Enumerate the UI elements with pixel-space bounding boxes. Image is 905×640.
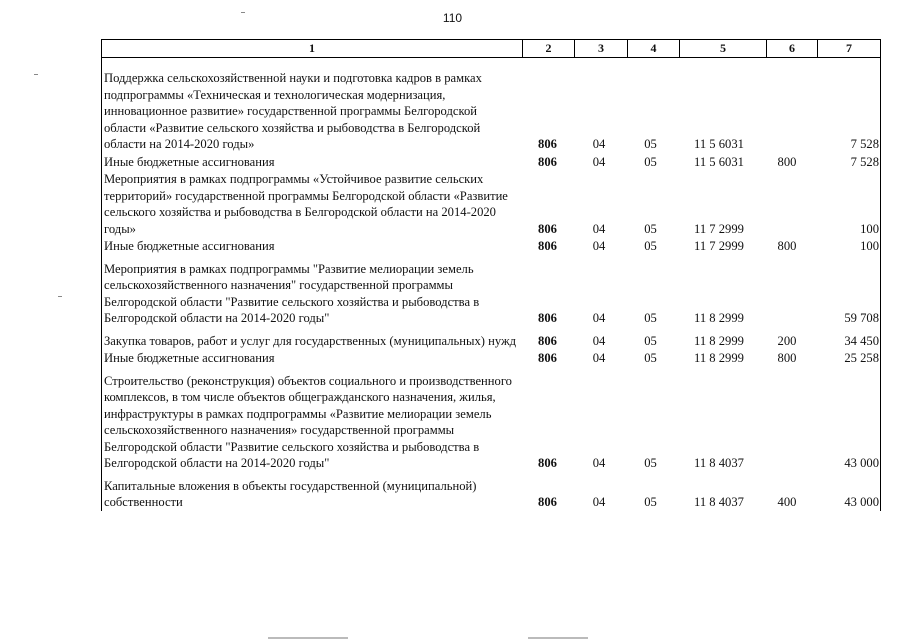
row-sum: 100 bbox=[860, 239, 879, 253]
table-row bbox=[102, 478, 880, 511]
row-pr: 05 bbox=[644, 456, 657, 470]
scan-edge-mark bbox=[528, 637, 588, 639]
row-pr: 05 bbox=[644, 239, 657, 253]
table-row bbox=[102, 70, 880, 153]
row-rz: 04 bbox=[592, 495, 606, 509]
row-pr: 05 bbox=[644, 154, 657, 169]
row-sum: 43 000 bbox=[844, 495, 879, 509]
row-vr: 800 bbox=[777, 239, 797, 253]
row-sum: 43 000 bbox=[844, 456, 879, 470]
table-row bbox=[102, 261, 880, 327]
row-name: Иные бюджетные ассигнования bbox=[104, 239, 275, 253]
row-pr: 05 bbox=[644, 311, 657, 325]
scan-speck bbox=[241, 12, 245, 13]
row-rz: 04 bbox=[592, 154, 606, 169]
row-sum: 25 258 bbox=[844, 351, 879, 365]
row-pr: 05 bbox=[644, 137, 657, 151]
row-csr: 11 8 2999 bbox=[694, 311, 744, 325]
row-pr: 05 bbox=[644, 495, 657, 509]
row-csr: 11 7 2999 bbox=[694, 221, 744, 236]
scan-edge-mark bbox=[268, 637, 348, 639]
table-row bbox=[102, 171, 880, 237]
table-row bbox=[102, 333, 880, 350]
row-pr: 05 bbox=[644, 221, 657, 236]
header-col-2: 2 bbox=[523, 40, 575, 57]
row-gr: 806 bbox=[538, 239, 557, 253]
row-rz: 04 bbox=[592, 239, 606, 253]
row-vr: 200 bbox=[777, 333, 797, 348]
row-name: Мероприятия в рамках подпрограммы "Развитие мелиорации земель сельскохозяйственного назначения" государственной программы Белгородской области "Развитие сельского хозяйства и рыбоводства в Белгородской области на 2014-2020 годы" bbox=[104, 261, 480, 325]
header-col-4: 4 bbox=[628, 40, 680, 57]
row-gr: 806 bbox=[538, 311, 557, 325]
row-name: Иные бюджетные ассигнования bbox=[104, 351, 275, 365]
row-name: Иные бюджетные ассигнования bbox=[104, 154, 275, 169]
row-gr: 806 bbox=[538, 351, 557, 365]
row-name: Поддержка сельскохозяйственной науки и подготовка кадров в рамках подпрограммы «Техническая и технологическая модернизация, инновационное развитие» государственной программы Белгородской области «Развитие сельского хозяйства и рыбоводства в Белгородской области на 2014-2020 годы» bbox=[104, 71, 482, 151]
row-csr: 11 8 2999 bbox=[694, 333, 744, 348]
row-name: Капитальные вложения в объекты государственной (муниципальной) собственности bbox=[104, 478, 477, 509]
row-rz: 04 bbox=[592, 311, 606, 325]
row-sum: 100 bbox=[860, 221, 879, 236]
row-vr: 800 bbox=[777, 351, 797, 365]
row-gr: 806 bbox=[538, 137, 557, 151]
row-name: Закупка товаров, работ и услуг для государственных (муниципальных) нужд bbox=[104, 333, 517, 348]
row-csr: 11 5 6031 bbox=[694, 154, 744, 169]
row-vr: 800 bbox=[777, 154, 797, 169]
table-row bbox=[102, 350, 880, 367]
row-csr: 11 8 2999 bbox=[694, 351, 744, 365]
row-pr: 05 bbox=[644, 333, 657, 348]
row-vr: 400 bbox=[777, 495, 797, 509]
row-sum: 59 708 bbox=[844, 311, 879, 325]
row-csr: 11 5 6031 bbox=[694, 137, 744, 151]
table-row bbox=[102, 373, 880, 472]
table-header bbox=[101, 39, 881, 58]
row-gr: 806 bbox=[538, 456, 557, 470]
table-body bbox=[101, 58, 881, 511]
row-csr: 11 7 2999 bbox=[694, 239, 744, 253]
header-col-3: 3 bbox=[575, 40, 628, 57]
row-rz: 04 bbox=[592, 221, 606, 236]
row-gr: 806 bbox=[538, 154, 557, 169]
header-col-5: 5 bbox=[680, 40, 767, 57]
table-row bbox=[102, 154, 880, 171]
row-rz: 04 bbox=[592, 333, 606, 348]
row-sum: 7 528 bbox=[850, 137, 879, 151]
row-rz: 04 bbox=[592, 137, 606, 151]
header-col-1: 1 bbox=[102, 40, 523, 57]
row-rz: 04 bbox=[592, 351, 606, 365]
row-name: Строительство (реконструкция) объектов социального и производственного комплексов, в том числе объектов общегражданского назначения, жилья, инфраструктуры в рамках подпрограммы «Развитие мелиорации земель сельскохозяйственного назначения» государственной программы Белгородской области "Развитие сельского хозяйства и рыбоводства в Белгородской области на 2014-2020 годы" bbox=[104, 373, 512, 470]
row-pr: 05 bbox=[644, 351, 657, 365]
row-sum: 7 528 bbox=[850, 154, 879, 169]
row-csr: 11 8 4037 bbox=[694, 456, 744, 470]
header-col-7: 7 bbox=[846, 41, 852, 55]
row-csr: 11 8 4037 bbox=[694, 495, 744, 509]
scan-speck bbox=[34, 74, 38, 75]
header-col-6: 6 bbox=[767, 40, 818, 57]
row-sum: 34 450 bbox=[844, 333, 879, 348]
scan-speck bbox=[58, 296, 62, 297]
budget-table bbox=[101, 39, 881, 512]
row-name: Мероприятия в рамках подпрограммы «Устойчивое развитие сельских территорий» государственной программы Белгородской области «Развитие сельского хозяйства и рыбоводства в Белгородской области на 2014-2020 годы» bbox=[104, 172, 508, 236]
page-number: 110 bbox=[442, 11, 463, 25]
table-row bbox=[102, 238, 880, 255]
row-gr: 806 bbox=[538, 495, 557, 509]
row-gr: 806 bbox=[538, 333, 557, 348]
row-gr: 806 bbox=[538, 221, 557, 236]
row-rz: 04 bbox=[592, 456, 606, 470]
